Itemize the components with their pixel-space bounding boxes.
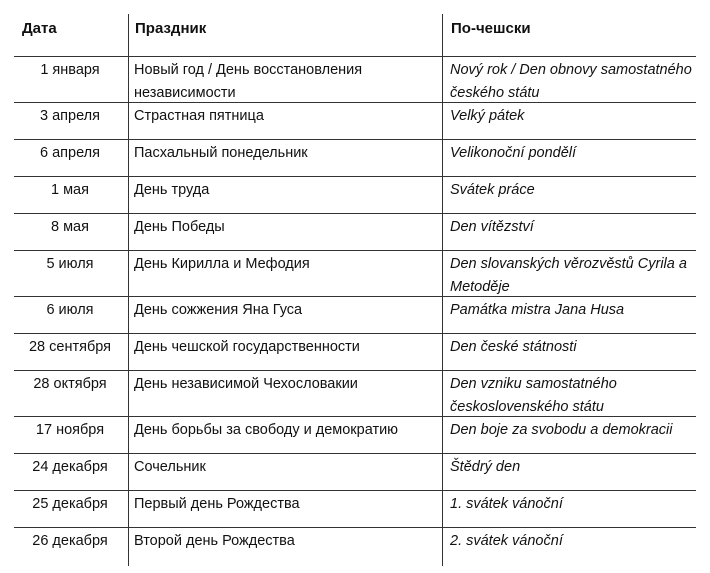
table-row — [14, 176, 696, 213]
holidays-table — [14, 14, 696, 564]
cell-date: 6 апреля — [40, 145, 100, 161]
table-header — [14, 14, 696, 56]
table-row — [14, 333, 696, 370]
cell-czech: Den boje za svobodu a demokracii — [450, 422, 673, 438]
cell-czech: Nový rok / Den obnovy samostatného českého státu — [450, 62, 692, 101]
cell-holiday: День борьбы за свободу и демократию — [134, 422, 399, 438]
cell-holiday: Новый год / День восстановления независимости — [134, 62, 363, 101]
cell-czech: Štědrý den — [450, 459, 521, 475]
table-row — [14, 139, 696, 176]
cell-holiday: Второй день Рождества — [134, 533, 295, 549]
cell-holiday: День чешской государственности — [134, 339, 360, 355]
cell-czech: Památka mistra Jana Husa — [450, 302, 625, 318]
cell-czech: Den vzniku samostatného československého státu — [450, 376, 617, 415]
cell-czech: 1. svátek vánoční — [450, 496, 563, 512]
cell-holiday: Сочельник — [134, 459, 206, 475]
cell-holiday: Первый день Рождества — [134, 496, 300, 512]
cell-holiday: День сожжения Яна Гуса — [134, 302, 303, 318]
cell-czech: Svátek práce — [450, 182, 535, 198]
cell-date: 1 января — [40, 62, 100, 78]
header-date: Дата — [22, 20, 57, 37]
table-row — [14, 296, 696, 333]
cell-czech: Velký pátek — [450, 108, 525, 124]
cell-holiday: День Победы — [134, 219, 225, 235]
cell-date: 6 июля — [46, 302, 94, 318]
cell-date: 8 мая — [51, 219, 89, 235]
cell-date: 28 сентября — [28, 339, 112, 355]
cell-czech: Den české státnosti — [450, 339, 577, 355]
cell-date: 1 мая — [51, 182, 89, 198]
table-row — [14, 416, 696, 453]
cell-date: 26 декабря — [32, 533, 108, 549]
cell-date: 24 декабря — [32, 459, 108, 475]
table-row — [14, 250, 696, 296]
cell-date: 17 ноября — [35, 422, 105, 438]
table-row — [14, 490, 696, 527]
table-row — [14, 370, 696, 416]
cell-holiday: Пасхальный понедельник — [134, 145, 308, 161]
cell-date: 3 апреля — [40, 108, 100, 124]
table-row — [14, 102, 696, 139]
cell-holiday: День независимой Чехословакии — [134, 376, 358, 392]
cell-czech: 2. svátek vánoční — [450, 533, 563, 549]
cell-date: 28 октября — [33, 376, 107, 392]
cell-holiday: Страстная пятница — [134, 108, 264, 124]
header-holiday: Праздник — [135, 20, 207, 37]
header-czech: По-чешски — [451, 20, 531, 37]
cell-date: 5 июля — [46, 256, 94, 272]
table-row — [14, 527, 696, 564]
cell-holiday: День труда — [134, 182, 210, 198]
cell-czech: Den vítězství — [450, 219, 534, 235]
cell-date: 25 декабря — [32, 496, 108, 512]
table-row — [14, 213, 696, 250]
table-row — [14, 453, 696, 490]
cell-holiday: День Кирилла и Мефодия — [134, 256, 310, 272]
cell-czech: Velikonoční pondělí — [450, 145, 577, 161]
table-row — [14, 56, 696, 102]
cell-czech: Den slovanských věrozvěstů Cyrila a Metoděje — [450, 256, 687, 295]
